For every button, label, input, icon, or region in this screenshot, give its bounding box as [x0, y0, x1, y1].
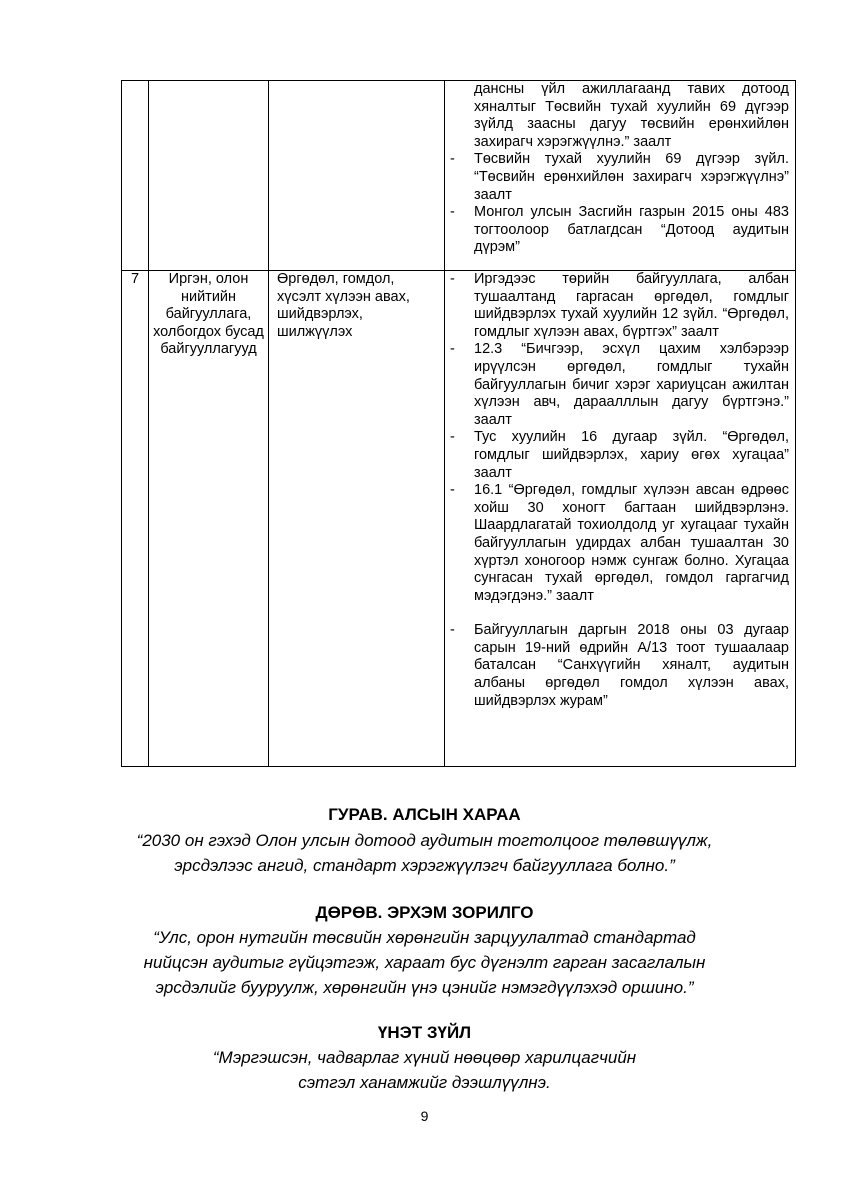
- values-line: “Мэргэшсэн, чадварлаг хүний нөөцөөр харилцагчийн: [212, 1048, 637, 1067]
- list-item: дансны үйл ажиллагаанд тавих дотоод хяналтыг Төсвийн тухай хуулийн 69 дүгээр зүйлд заасны дагуу төсвийн ерөнхийлөн захирагч хэрэгжүүлнэ.” заалт: [474, 81, 789, 150]
- list-item: - 12.3 “Бичгээр, эсхүл цахим хэлбэрээр ирүүлсэн өргөдөл, гомдлыг тухайн байгууллагын бичиг хэрэг хариуцсан ажилтан хүлээн авч, дараалллын дагуу бүртгэнэ.” заалт: [445, 341, 789, 429]
- mission-line: эрсдэлийг бууруулж, хөрөнгийн үнэ цэнийг нэмэгдүүлэхэд оршино.”: [155, 978, 694, 997]
- document-table: [121, 80, 796, 767]
- table-row-7: [122, 271, 796, 767]
- list-item: - Монгол улсын Засгийн газрын 2015 оны 483 тогтоолоор батлагдсан “Дотоод аудитын дүрэм”: [445, 204, 789, 257]
- values-section: [0, 1023, 849, 1095]
- values-title: ҮНЭТ ЗҮЙЛ: [377, 1023, 472, 1042]
- list-item: - 16.1 “Өргөдөл, гомдлыг хүлээн авсан өдрөөс хойш 30 хоногт багтаан шийдвэрлэнэ. Шаардлагатай тохиолдолд уг хугацааг тухайн байгууллагын удирдах албан тушаалтан 30 хүртэл хоногоор нэмж сунгаж болно. Хугацаа сунгасан тухай өргөдөл, гомдол гаргагчид мэдэгдэнэ.” заалт: [445, 482, 789, 605]
- mission-text: [0, 925, 849, 1000]
- legal-basis-list: [445, 81, 795, 257]
- activity-cell: Өргөдөл, гомдол, хүсэлт хүлээн авах, шийдвэрлэх, шилжүүлэх: [269, 271, 445, 767]
- list-item: - Төсвийн тухай хуулийн 69 дүгээр зүйл. “Төсвийн ерөнхийлөн захирагч хэрэгжүүлнэ” заалт: [445, 151, 789, 204]
- number-cell: [122, 81, 149, 271]
- vision-title: ГУРАВ. АЛСЫН ХАРАА: [328, 805, 521, 824]
- values-line: сэтгэл ханамжийг дээшлүүлнэ.: [298, 1073, 551, 1092]
- vision-line: “2030 он гэхэд Олон улсын дотоод аудитын тогтолцоог төлөвшүүлж,: [136, 831, 713, 850]
- page-number: 9: [420, 1108, 429, 1124]
- vision-text: [0, 828, 849, 878]
- organization-cell: Иргэн, олон нийтийн байгууллага, холбогдох бусад байгууллагууд: [149, 271, 269, 767]
- values-text: [0, 1045, 849, 1095]
- vision-line: эрсдэлээс ангид, стандарт хэрэгжүүлэгч байгууллага болно.”: [174, 856, 675, 875]
- organization-cell: [149, 81, 269, 271]
- list-item: - Иргэдээс төрийн байгууллага, албан тушаалтанд гаргасан өргөдөл, гомдлыг шийдвэрлэх тухай хуулийн 12 зүйл. “Өргөдөл, гомдлыг хүлээн авах, бүртгэх” заалт: [445, 271, 789, 341]
- vision-section: [0, 805, 849, 878]
- mission-title: ДӨРӨВ. ЭРХЭМ ЗОРИЛГО: [315, 903, 534, 922]
- list-item: - Байгууллагын даргын 2018 оны 03 дугаар сарын 19-ний өдрийн А/13 тоот тушаалаар баталсан “Санхүүгийн хяналт, аудитын албаны өргөдөл гомдол хүлээн авах, шийдвэрлэх журам”: [445, 622, 789, 710]
- legal-basis-list: [445, 271, 795, 710]
- activity-cell: [269, 81, 445, 271]
- mission-line: “Улс, орон нутгийн төсвийн хөрөнгийн зарцуулалтад стандартад: [153, 928, 696, 947]
- legal-basis-cell: [445, 81, 796, 271]
- mission-line: нийцсэн аудитыг гүйцэтгэж, хараат бус дүгнэлт гарган засаглалын: [143, 953, 706, 972]
- mission-section: [0, 903, 849, 1000]
- list-item: - Тус хуулийн 16 дугаар зүйл. “Өргөдөл, гомдлыг шийдвэрлэх, хариу өгөх хугацаа” заалт: [445, 429, 789, 482]
- legal-basis-cell: [445, 271, 796, 767]
- table-row-continued: [122, 81, 796, 271]
- row-number: 7: [122, 271, 149, 767]
